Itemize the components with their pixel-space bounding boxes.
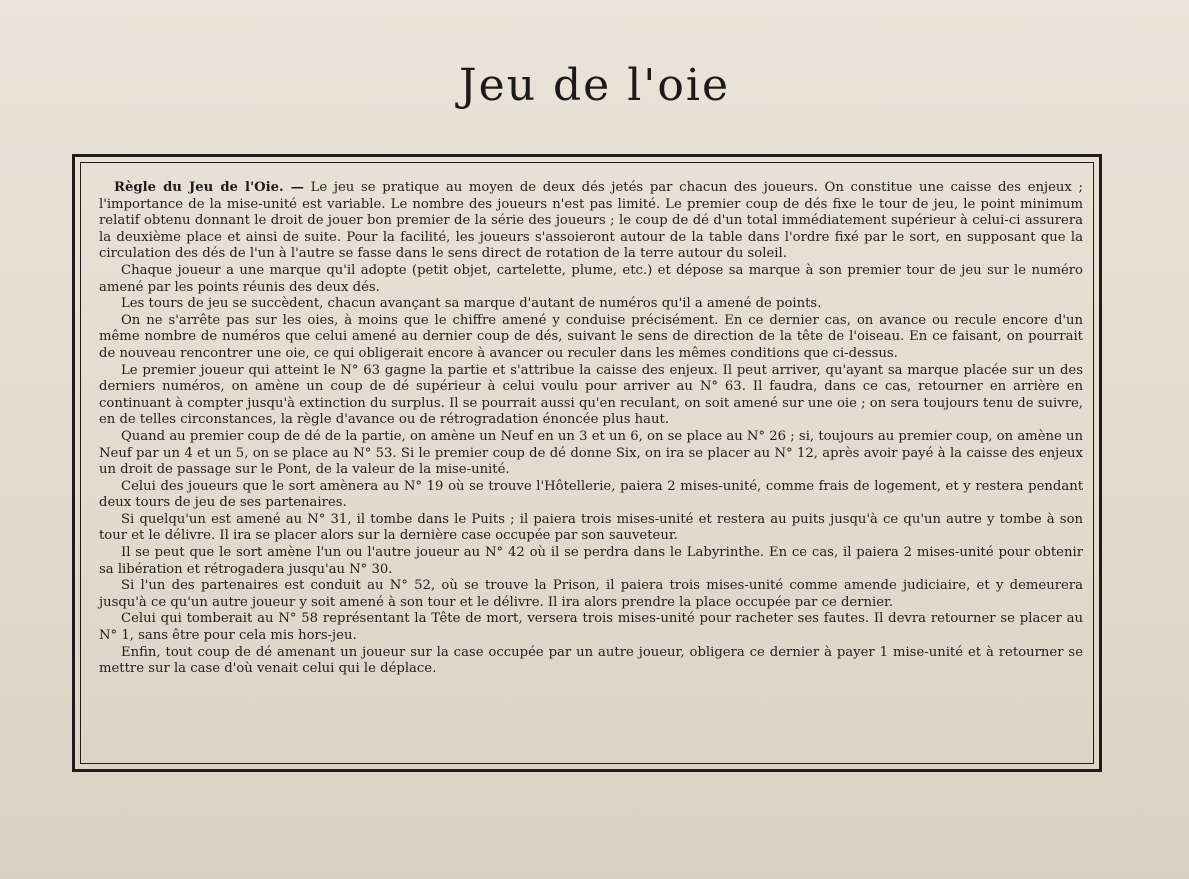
rules-paragraph-7: Celui des joueurs que le sort amènera au N° 19 où se trouve l'Hôtellerie, paiera 2 mises-unité, comme frais de logement, et y restera pendant deux tours de jeu de ses partenaires. — [99, 478, 1083, 511]
rules-heading: Règle du Jeu de l'Oie. — — [114, 180, 304, 195]
page-title: Jeu de l'oie — [459, 60, 730, 111]
rules-paragraph-10: Si l'un des partenaires est conduit au N° 52, où se trouve la Prison, il paiera trois mises-unité comme amende judiciaire, et y demeurera jusqu'à ce qu'un autre joueur y soit amené à son tour et le délivre. Il ira alors prendre la place occupée par ce dernier. — [99, 578, 1083, 610]
rules-paragraph-5: Le premier joueur qui atteint le N° 63 gagne la partie et s'attribue la caisse des enjeux. Il peut arriver, qu'ayant sa marque placée sur un des derniers numéros, on amène un coup de dé supérieur à celui voulu pour arriver au N° 63. Il faudra, dans ce cas, retourner en arrière en continuant à compter jusqu'à extinction du surplus. Il se pourrait aussi qu'en reculant, on soit amené sur une oie ; on sera toujours tenu de suivre, en de telles circonstances, la règle d'avance ou de rétrogradation énoncée plus haut. — [99, 362, 1083, 428]
rules-paragraph-9: Il se peut que le sort amène l'un ou l'autre joueur au N° 42 où il se perdra dans le Labyrinthe. En ce cas, il paiera 2 mises-unité pour obtenir sa libération et rétrogadera jusqu'au N° 30. — [99, 545, 1083, 577]
rules-paragraph-2: Chaque joueur a une marque qu'il adopte (petit objet, cartelette, plume, etc.) et dépose sa marque à son premier tour de jeu sur le numéro amené par les points réunis des deux dés. — [99, 262, 1083, 295]
rules-paragraph-12: Enfin, tout coup de dé amenant un joueur sur la case occupée par un autre joueur, obligera ce dernier à payer 1 mise-unité et à retourner se mettre sur la case d'où venait celui qui le déplace. — [99, 644, 1083, 677]
rules-paragraph-3: Les tours de jeu se succèdent, chacun avançant sa marque d'autant de numéros qu'il a amené de points. — [121, 296, 822, 312]
rules-paragraph-4: On ne s'arrête pas sur les oies, à moins que le chiffre amené y conduise précisément. En ce dernier cas, on avance ou recule encore d'un même nombre de numéros que celui amené au dernier coup de dés, suivant le sens de direction de la tête de l'oiseau. En ce faisant, on pourrait de nouveau rencontrer une oie, ce qui obligerait encore à avancer ou reculer dans les mêmes conditions que ci-dessus. — [99, 312, 1083, 361]
rules-paragraph-6: Quand au premier coup de dé de la partie, on amène un Neuf en un 3 et un 6, on se place au N° 26 ; si, toujours au premier coup, on amène un Neuf par un 4 et un 5, on se place au N° 53. Si le premier coup de dé donne Six, on ira se placer au N° 12, après avoir payé à la caisse des enjeux un droit de passage sur le Pont, de la valeur de la mise-unité. — [99, 428, 1083, 478]
rules-paragraph-11: Celui qui tomberait au N° 58 représentant la Tête de mort, versera trois mises-unité pour racheter ses fautes. Il devra retourner se placer au N° 1, sans être pour cela mis hors-jeu. — [99, 611, 1083, 644]
rules-paragraph-1-text: Le jeu se pratique au moyen de deux dés jetés par chacun des joueurs. On constitue une caisse des enjeux ; l'importance de la mise-unité est variable. Le nombre des joueurs n'est pas limité. Le premier coup de dés fixe le tour de jeu, le point minimum relatif obtenu donnant le droit de jouer bon premier de la série des joueurs ; le coup de dé d'un total immédiatement supérieur à celui-ci assurera la deuxième place et ainsi de suite. Pour la facilité, les joueurs s'assoieront autour de la table dans l'ordre fixé par le sort, en supposant que la circulation des dés de l'un à l'autre se fasse dans le sens direct de rotation de la terre autour du soleil. — [99, 180, 1083, 262]
rules-paragraph-8: Si quelqu'un est amené au N° 31, il tombe dans le Puits ; il paiera trois mises-unité et restera au puits jusqu'à ce qu'un autre y tombe à son tour et le délivre. Il ira se placer alors sur la dernière case occupée par son sauveteur. — [99, 511, 1083, 544]
rules-text — [99, 180, 1083, 678]
rules-paragraph-1 — [99, 180, 1083, 263]
rules-frame — [80, 162, 1094, 764]
